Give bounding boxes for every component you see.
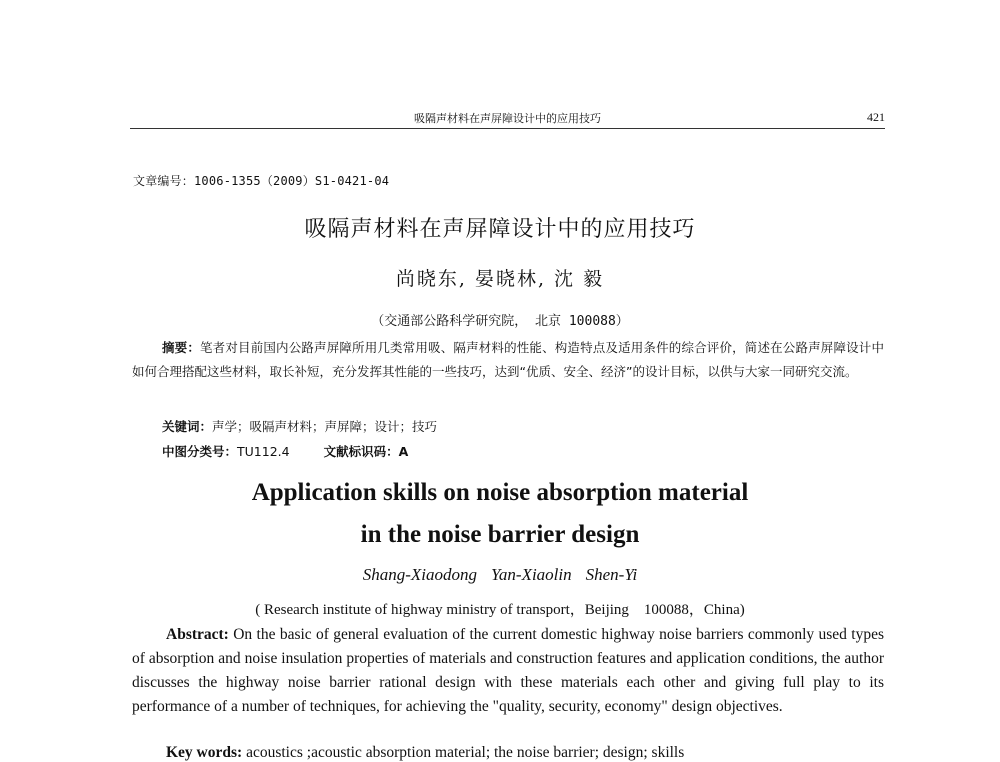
english-keywords-text: acoustics ;acoustic absorption material; the noise barrier; design; skills — [246, 744, 685, 761]
english-title-line1: Application skills on noise absorption material — [251, 479, 749, 506]
chinese-keywords-text: 声学；吸隔声材料；声屏障；设计；技巧 — [212, 419, 438, 434]
chinese-title: 吸隔声材料在声屏障设计中的应用技巧 — [304, 217, 696, 242]
chinese-abstract-text: 笔者对目前国内公路声屏障所用几类常用吸、隔声材料的性能、构造特点及适用条件的综合评价，简述在公路声屏障设计中如何合理搭配这些材料，取长补短，充分发挥其性能的一些技巧，达到“优质、安全、经济”的设计目标，以供与大家一同研究交流。 — [132, 340, 884, 379]
chinese-authors: 尚晓东, 晏晓林, 沈 毅 — [395, 268, 605, 290]
document-code-label: 文献标识码： — [323, 444, 399, 459]
document-code-value: A — [398, 444, 409, 459]
page-number: 421 — [867, 110, 885, 124]
english-keywords-label: Key words: — [166, 744, 243, 761]
running-header-title: 吸隔声材料在声屏障设计中的应用技巧 — [414, 112, 601, 125]
chinese-affiliation: （交通部公路科学研究院， 北京 100088） — [371, 314, 629, 329]
classification-label: 中图分类号： — [162, 444, 238, 459]
english-title-line2: in the noise barrier design — [360, 521, 640, 548]
chinese-abstract — [132, 336, 884, 384]
english-abstract — [132, 623, 884, 719]
english-keywords — [166, 744, 684, 762]
chinese-keywords — [162, 417, 437, 435]
classification-line — [162, 442, 408, 460]
english-author: Yan-Xiaolin — [491, 565, 572, 584]
english-authors — [0, 565, 1000, 585]
english-abstract-text: On the basic of general evaluation of the current domestic highway noise barriers commonly used types of absorption and noise insulation properties of materials and construction features and application conditions, the author discusses the highway noise barrier rational design with these materials each other and giving full play to its performance of a number of techniques, for achieving the "quality, security, economy" design objectives. — [132, 626, 884, 715]
running-header — [130, 110, 885, 129]
chinese-keywords-label: 关键词： — [162, 419, 213, 434]
english-author: Shang-Xiaodong — [362, 565, 478, 584]
english-author: Shen-Yi — [585, 565, 638, 584]
chinese-abstract-label: 摘要： — [162, 340, 201, 355]
classification-value: TU112.4 — [237, 444, 290, 459]
english-affiliation: ( Research institute of highway ministry of transport，Beijing 100088，China) — [255, 602, 745, 618]
article-number: 文章编号：1006-1355（2009）S1-0421-04 — [133, 174, 390, 188]
english-abstract-label: Abstract: — [166, 626, 229, 643]
